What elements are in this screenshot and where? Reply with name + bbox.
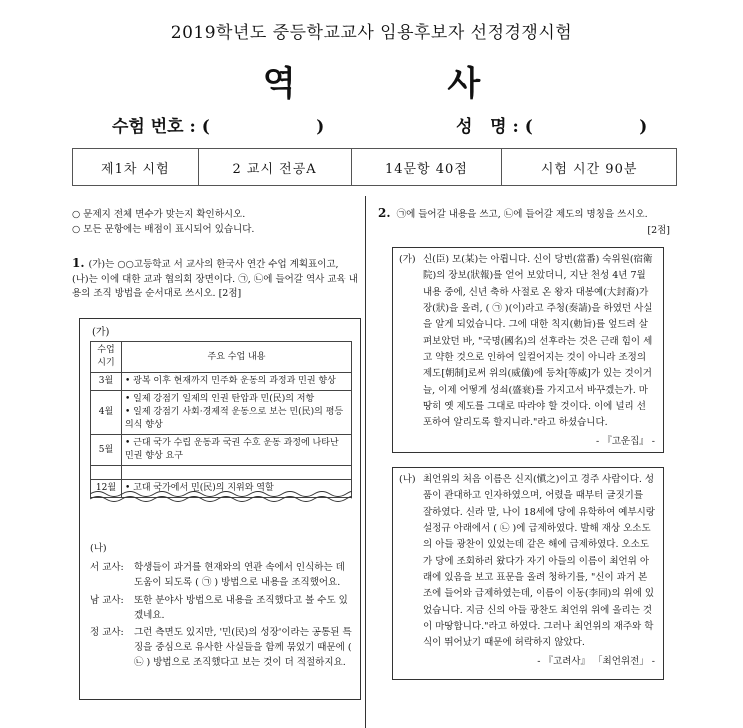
content-cell: • 근대 국가 수립 운동과 국권 수호 운동 과정에 나타난 민권 향상 요구	[122, 435, 352, 466]
question-1	[72, 254, 358, 302]
q2-source-na	[392, 467, 664, 680]
table-header: 수업 시기	[91, 342, 122, 373]
source-text: 신(臣) 모(某)는 아룁니다. 신이 당번(當番) 숙위원(宿衛院)의 장보(狀報)를 얻어 보았더니, 지난 천성 4년 7월 내용 중에, 신년 축하 사절로 온 왕자 대봉예(大封裔)가 장(狀)을 올려, ( ㉠ )(이)라고 주청(奏請)을 하였던 사실을 알게 되었습니다. 그에 대한 칙지(勅旨)를 엎드려 살펴보았던 바, "국명(國名)의 선후라는 것은 근래 힘이 세고 약한 것으로 인하여 일컬어지는 것이 아니라 조정의 제도[朝制]로써 위의(威儀)에 등차[等威]가 있는 것이거늘, 이제 어떻게 성쇠(盛衰)를 가지고서 바꾸겠는가. 마땅히 옛 제도를 그대로 따라야 할 것이다. 이에 널리 선포하여 알리도록 할지니라."라고 하셨습니다.	[423, 254, 653, 429]
box-label-na: (나)	[399, 474, 416, 485]
month-cell: 12월	[91, 480, 122, 498]
box-label-na: (나)	[90, 543, 107, 554]
table-row	[91, 391, 352, 435]
month-cell: 4월	[91, 391, 122, 435]
lesson-plan-table	[90, 341, 352, 498]
info-items: 14문항 40점	[351, 149, 502, 186]
content-cell: • 일제 강점기 일제의 인권 탄압과 민(民)의 저항 • 일제 강점기 사회·경제적 운동으로 보는 민(民)의 평등 의식 향상	[122, 391, 352, 435]
dialogue-line	[90, 593, 354, 623]
table-row	[91, 373, 352, 391]
table-row	[91, 435, 352, 466]
dialogue-line	[90, 625, 354, 671]
question-2	[378, 204, 670, 239]
name-label: 성 명 : ( )	[456, 117, 648, 137]
note-item: ○ 문제지 전체 면수가 맞는지 확인하시오.	[72, 209, 246, 220]
content-cell: • 고대 국가에서 민(民)의 지위와 역할	[122, 480, 352, 498]
omission-wave	[90, 489, 352, 503]
column-divider	[365, 196, 366, 728]
question-text: (가)는 ○○고등학교 서 교사의 한국사 연간 수업 계획표이고, (나)는 이에 대한 교과 협의회 장면이다. ㉠, ㉡에 들어갈 역사 교육 내용의 조직 방법을 순서대로 쓰시오. [2점]	[72, 259, 358, 300]
source-text: 최언위의 처음 이름은 신지(愼之)이고 경주 사람이다. 성품이 관대하고 인자하였으며, 어렸을 때부터 글짓기를 잘하였다. 신라 말, 나이 18세에 당에 유학하여 예부시랑 설정규 아래에서 ( ㉡ )에 급제하였다. 발해 재상 오소도의 아들 광찬이 있었는데 같은 해에 급제하였다. 오소도가 당에 조회하러 왔다가 자기 아들의 이름이 최언위 아래에 있음을 보고 표문을 올려 청하기를, "신이 과거 본조에 들어와 급제하였는데, 이름이 이동(李同)의 위에 있었습니다. 지금 신의 아들 광찬도 최언위 위에 올리는 것이 마땅합니다."라고 하였다. 그러나 최언위의 재주와 학식이 뛰어났기 때문에 허락하지 않았다.	[423, 474, 655, 649]
q1-box	[79, 318, 361, 700]
box-label-ga: (가)	[399, 254, 416, 265]
exam-number-label: 수험 번호 : ( )	[112, 117, 325, 137]
box-label-ga: (가)	[92, 327, 110, 338]
content-cell: • 광복 이후 현재까지 민주화 운동의 과정과 민권 향상	[122, 373, 352, 391]
month-cell: 5월	[91, 435, 122, 466]
info-period: 2 교시 전공A	[198, 149, 351, 186]
source-citation: - 『고려사』 「최언위전」 -	[537, 655, 655, 667]
question-text: ㉠에 들어갈 내용을 쓰고, ㉡에 들어갈 제도의 명칭을 쓰시오.	[396, 209, 648, 220]
info-time: 시험 시간 90분	[502, 149, 677, 186]
speech: 또한 분야사 방법으로 내용을 조직했다고 볼 수도 있겠네요.	[134, 594, 348, 621]
dialogue-line	[90, 560, 354, 590]
speech: 학생들이 과거를 현재와의 연관 속에서 인식하는 데 도움이 되도록 ( ㉠ ) 방법으로 내용을 조직했어요.	[134, 562, 345, 589]
question-number: 2.	[378, 206, 391, 220]
notes	[72, 208, 358, 237]
info-session: 제1차 시험	[73, 149, 199, 186]
points: [2점]	[647, 225, 670, 237]
speaker: 남 교사:	[90, 594, 124, 606]
speaker: 서 교사:	[90, 562, 124, 574]
subject-title: 역 사	[262, 64, 551, 104]
speech: 그런 측면도 있지만, '민(民)의 성장'이라는 공통된 특징을 중심으로 유사한 사실들을 함께 묶었기 때문에 ( ㉡ ) 방법으로 조직했다고 보는 것이 더 적절하지요.	[134, 626, 352, 669]
q2-source-ga	[392, 247, 664, 453]
exam-info-table	[72, 148, 677, 186]
question-number: 1.	[72, 256, 85, 270]
month-cell: 3월	[91, 373, 122, 391]
note-item: ○ 모든 문항에는 배점이 표시되어 있습니다.	[72, 223, 255, 235]
q1-dialogue	[90, 541, 354, 673]
table-header: 주요 수업 내용	[122, 342, 352, 373]
exam-title: 2019학년도 중등학교교사 임용후보자 선정경쟁시험	[170, 23, 573, 43]
speaker: 정 교사:	[90, 626, 124, 638]
source-citation: - 『고운집』 -	[596, 435, 655, 447]
